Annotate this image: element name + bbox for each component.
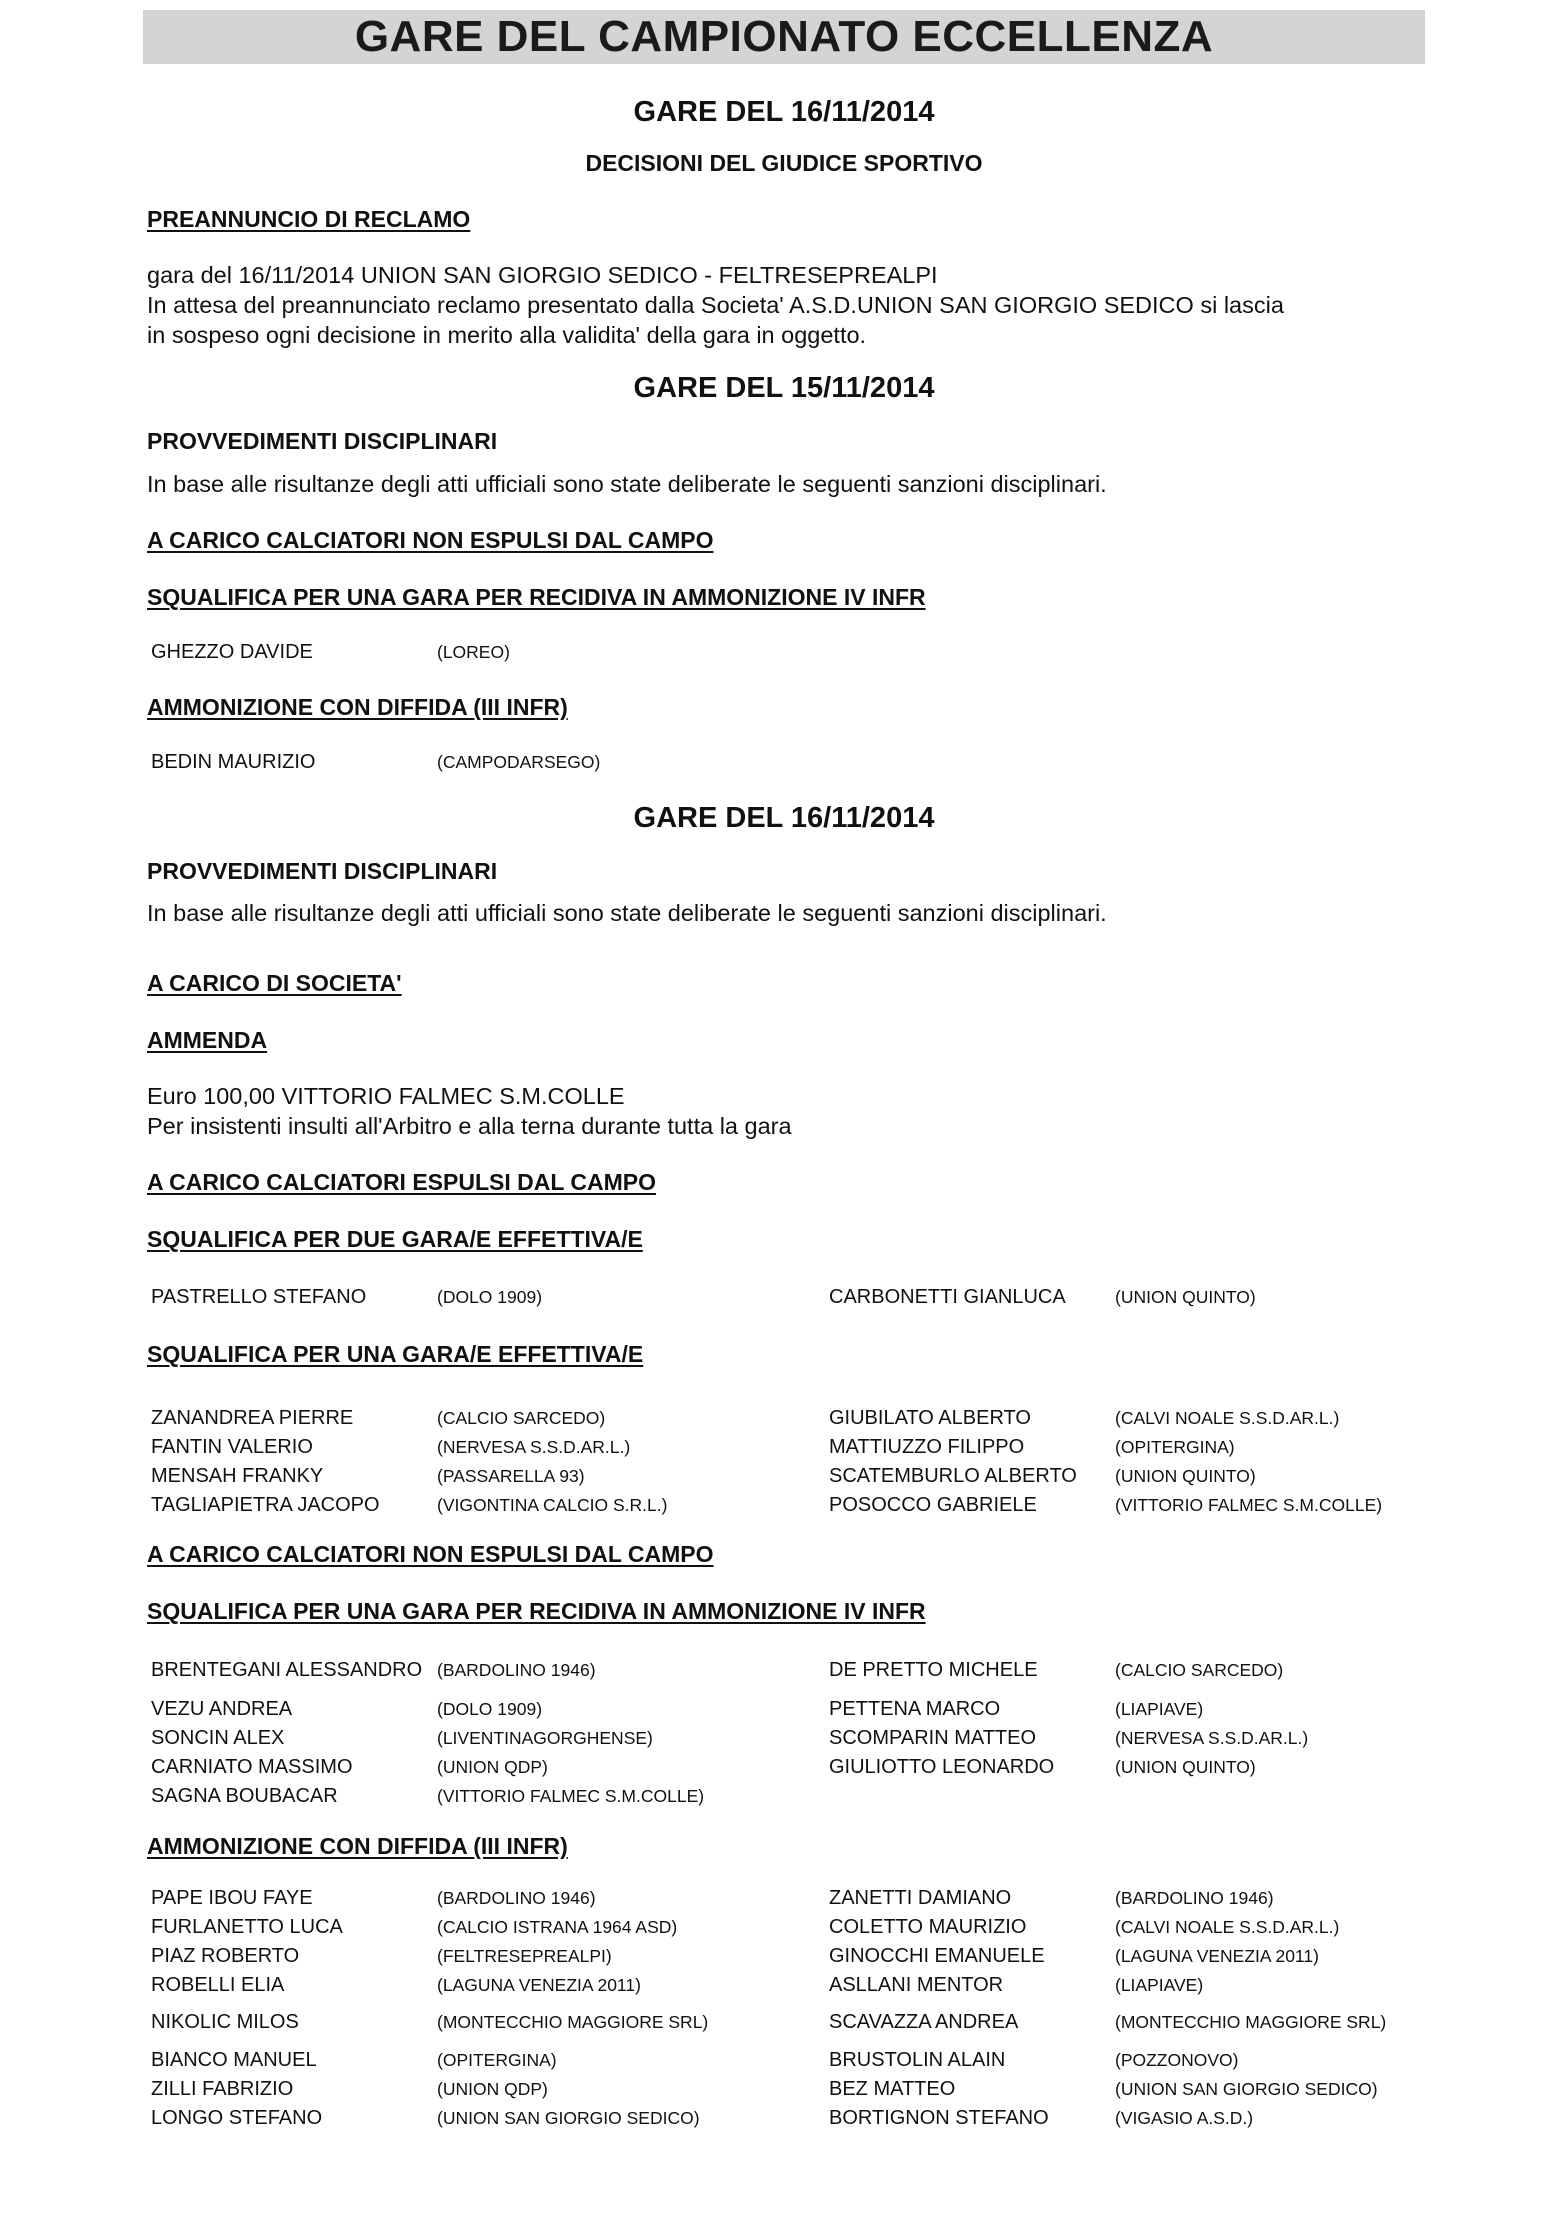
table-row (151, 1694, 1425, 1723)
player-list (151, 750, 1425, 774)
player-team: (DOLO 1909) (437, 1286, 543, 1307)
player-team: (UNION QUINTO) (1115, 1756, 1256, 1777)
player-name: PAPE IBOU FAYE (151, 1886, 313, 1909)
table-row (151, 1646, 1425, 1694)
table-row (151, 1432, 1425, 1461)
table-row (151, 1781, 1425, 1810)
player-name: TAGLIAPIETRA JACOPO (151, 1493, 380, 1516)
table-row (151, 1490, 1425, 1519)
player-list (151, 1883, 1425, 2132)
non-espulsi-heading-1: A CARICO CALCIATORI NON ESPULSI DAL CAMPO (147, 527, 714, 553)
player-name: ASLLANI MENTOR (829, 1973, 1004, 1996)
player-team: (LIAPIAVE) (1115, 1974, 1204, 1995)
date-heading-1: GARE DEL 16/11/2014 (633, 96, 935, 128)
player-name: BORTIGNON STEFANO (829, 2106, 1049, 2129)
ammenda-line-2: Per insistenti insulti all'Arbitro e alla terna durante tutta la gara (147, 1113, 792, 1139)
player-name: CARBONETTI GIANLUCA (829, 1285, 1066, 1308)
player-name: SAGNA BOUBACAR (151, 1784, 338, 1807)
player-team: (LAGUNA VENEZIA 2011) (1115, 1945, 1319, 1966)
player-team: (UNION QDP) (437, 1756, 548, 1777)
player-team: (PASSARELLA 93) (437, 1465, 585, 1486)
player-team: (MONTECCHIO MAGGIORE SRL) (437, 2012, 709, 2032)
table-row (151, 1912, 1425, 1941)
player-name: BRENTEGANI ALESSANDRO (151, 1659, 423, 1681)
player-name: FURLANETTO LUCA (151, 1915, 343, 1938)
table-row (151, 1403, 1425, 1432)
player-team: (FELTRESEPREALPI) (437, 1945, 612, 1966)
recidiva-heading-2: SQUALIFICA PER UNA GARA PER RECIDIVA IN AMMONIZIONE IV INFR (147, 1598, 926, 1624)
date-heading-2: GARE DEL 15/11/2014 (633, 372, 935, 404)
table-row (151, 1970, 1425, 1999)
player-name: CARNIATO MASSIMO (151, 1755, 353, 1778)
player-team: (VITTORIO FALMEC S.M.COLLE) (437, 1785, 705, 1806)
table-row (151, 1461, 1425, 1490)
diffida-heading-1: AMMONIZIONE CON DIFFIDA (III INFR) (147, 694, 568, 720)
player-team: (LIVENTINAGORGHENSE) (437, 1727, 653, 1748)
player-team: (VIGONTINA CALCIO S.R.L.) (437, 1494, 668, 1515)
table-row (151, 2045, 1425, 2074)
table-row (151, 750, 1425, 774)
provvedimenti-intro-2: In base alle risultanze degli atti ufficiali sono state deliberate le seguenti sanzioni disciplinari. (147, 900, 1107, 926)
date-heading-3: GARE DEL 16/11/2014 (633, 802, 935, 834)
player-name: COLETTO MAURIZIO (829, 1915, 1027, 1938)
player-name: GHEZZO DAVIDE (151, 641, 313, 663)
provvedimenti-heading-1: PROVVEDIMENTI DISCIPLINARI (147, 428, 498, 454)
player-name: ROBELLI ELIA (151, 1973, 285, 1996)
player-team: (OPITERGINA) (437, 2049, 557, 2070)
reclamo-heading: PREANNUNCIO DI RECLAMO (147, 206, 471, 232)
player-name: ZILLI FABRIZIO (151, 2077, 294, 2100)
player-team: (UNION SAN GIORGIO SEDICO) (437, 2107, 700, 2128)
player-team: (CALCIO ISTRANA 1964 ASD) (437, 1916, 678, 1937)
player-team: (LAGUNA VENEZIA 2011) (437, 1974, 641, 1995)
player-team: (MONTECCHIO MAGGIORE SRL) (1115, 2012, 1387, 2032)
player-name: BEDIN MAURIZIO (151, 751, 316, 773)
player-team: (POZZONOVO) (1115, 2049, 1239, 2070)
player-name: PASTRELLO STEFANO (151, 1285, 367, 1308)
player-team: (DOLO 1909) (437, 1698, 543, 1719)
reclamo-line-1: gara del 16/11/2014 UNION SAN GIORGIO SEDICO - FELTRESEPREALPI (147, 262, 938, 288)
player-team: (LOREO) (437, 642, 510, 662)
table-row (151, 640, 1425, 664)
player-name: SCOMPARIN MATTEO (829, 1726, 1037, 1749)
player-team: (CALCIO SARCEDO) (1115, 1660, 1284, 1680)
player-team: (LIAPIAVE) (1115, 1698, 1204, 1719)
table-row (151, 1752, 1425, 1781)
player-name: GINOCCHI EMANUELE (829, 1944, 1045, 1967)
reclamo-line-3: in sospeso ogni decisione in merito alla validita' della gara in oggetto. (147, 322, 867, 348)
player-name: MATTIUZZO FILIPPO (829, 1435, 1025, 1458)
table-row (151, 1999, 1425, 2045)
player-team: (BARDOLINO 1946) (1115, 1887, 1274, 1908)
ammenda-heading: AMMENDA (147, 1027, 268, 1053)
table-row (151, 2103, 1425, 2132)
player-name: GIULIOTTO LEONARDO (829, 1755, 1055, 1778)
una-gara-heading: SQUALIFICA PER UNA GARA/E EFFETTIVA/E (147, 1341, 644, 1367)
player-name: LONGO STEFANO (151, 2106, 323, 2129)
player-team: (UNION QDP) (437, 2078, 548, 2099)
table-row (151, 2074, 1425, 2103)
player-team: (UNION SAN GIORGIO SEDICO) (1115, 2078, 1378, 2099)
player-team: (OPITERGINA) (1115, 1436, 1235, 1457)
provvedimenti-heading-2: PROVVEDIMENTI DISCIPLINARI (147, 858, 498, 884)
player-name: SONCIN ALEX (151, 1726, 285, 1749)
table-row (151, 1282, 1425, 1311)
player-team: (VIGASIO A.S.D.) (1115, 2107, 1254, 2128)
player-name: VEZU ANDREA (151, 1697, 293, 1720)
player-name: FANTIN VALERIO (151, 1435, 313, 1458)
document-title: GARE DEL CAMPIONATO ECCELLENZA (143, 10, 1425, 64)
player-name: BEZ MATTEO (829, 2077, 956, 2100)
societa-heading: A CARICO DI SOCIETA' (147, 970, 402, 996)
espulsi-heading: A CARICO CALCIATORI ESPULSI DAL CAMPO (147, 1169, 656, 1195)
non-espulsi-heading-2: A CARICO CALCIATORI NON ESPULSI DAL CAMPO (147, 1541, 714, 1567)
player-list (151, 1403, 1425, 1519)
player-team: (CALVI NOALE S.S.D.AR.L.) (1115, 1407, 1340, 1428)
provvedimenti-intro-1: In base alle risultanze degli atti ufficiali sono state deliberate le seguenti sanzioni disciplinari. (147, 471, 1107, 497)
player-name: MENSAH FRANKY (151, 1464, 324, 1487)
reclamo-line-2: In attesa del preannunciato reclamo presentato dalla Societa' A.S.D.UNION SAN GIORGIO SEDICO si lascia (147, 292, 1284, 318)
player-name: DE PRETTO MICHELE (829, 1659, 1038, 1681)
player-team: (UNION QUINTO) (1115, 1465, 1256, 1486)
player-name: SCATEMBURLO ALBERTO (829, 1464, 1077, 1487)
player-team: (UNION QUINTO) (1115, 1286, 1256, 1307)
table-row (151, 1883, 1425, 1912)
player-name: SCAVAZZA ANDREA (829, 2011, 1019, 2033)
player-team: (CAMPODARSEGO) (437, 752, 601, 772)
player-name: GIUBILATO ALBERTO (829, 1406, 1031, 1429)
player-list (151, 640, 1425, 664)
player-name: PETTENA MARCO (829, 1697, 1001, 1720)
player-team: (BARDOLINO 1946) (437, 1887, 596, 1908)
player-name: ZANETTI DAMIANO (829, 1886, 1012, 1909)
due-gare-heading: SQUALIFICA PER DUE GARA/E EFFETTIVA/E (147, 1226, 643, 1252)
player-team: (CALVI NOALE S.S.D.AR.L.) (1115, 1916, 1340, 1937)
player-team: (CALCIO SARCEDO) (437, 1407, 606, 1428)
player-team: (NERVESA S.S.D.AR.L.) (437, 1436, 631, 1457)
player-name: NIKOLIC MILOS (151, 2011, 299, 2033)
player-name: ZANANDREA PIERRE (151, 1406, 354, 1429)
ammenda-line-1: Euro 100,00 VITTORIO FALMEC S.M.COLLE (147, 1083, 625, 1109)
player-team: (VITTORIO FALMEC S.M.COLLE) (1115, 1494, 1383, 1515)
player-list (151, 1646, 1425, 1810)
diffida-heading-2: AMMONIZIONE CON DIFFIDA (III INFR) (147, 1833, 568, 1859)
player-name: BIANCO MANUEL (151, 2048, 317, 2071)
player-team: (BARDOLINO 1946) (437, 1660, 596, 1680)
player-name: PIAZ ROBERTO (151, 1944, 300, 1967)
player-name: POSOCCO GABRIELE (829, 1493, 1037, 1516)
player-name: BRUSTOLIN ALAIN (829, 2048, 1006, 2071)
table-row (151, 1723, 1425, 1752)
decisions-heading: DECISIONI DEL GIUDICE SPORTIVO (585, 150, 983, 176)
player-team: (NERVESA S.S.D.AR.L.) (1115, 1727, 1309, 1748)
document-page (143, 0, 1425, 2132)
table-row (151, 1941, 1425, 1970)
player-list (151, 1282, 1425, 1311)
recidiva-heading-1: SQUALIFICA PER UNA GARA PER RECIDIVA IN AMMONIZIONE IV INFR (147, 584, 926, 610)
